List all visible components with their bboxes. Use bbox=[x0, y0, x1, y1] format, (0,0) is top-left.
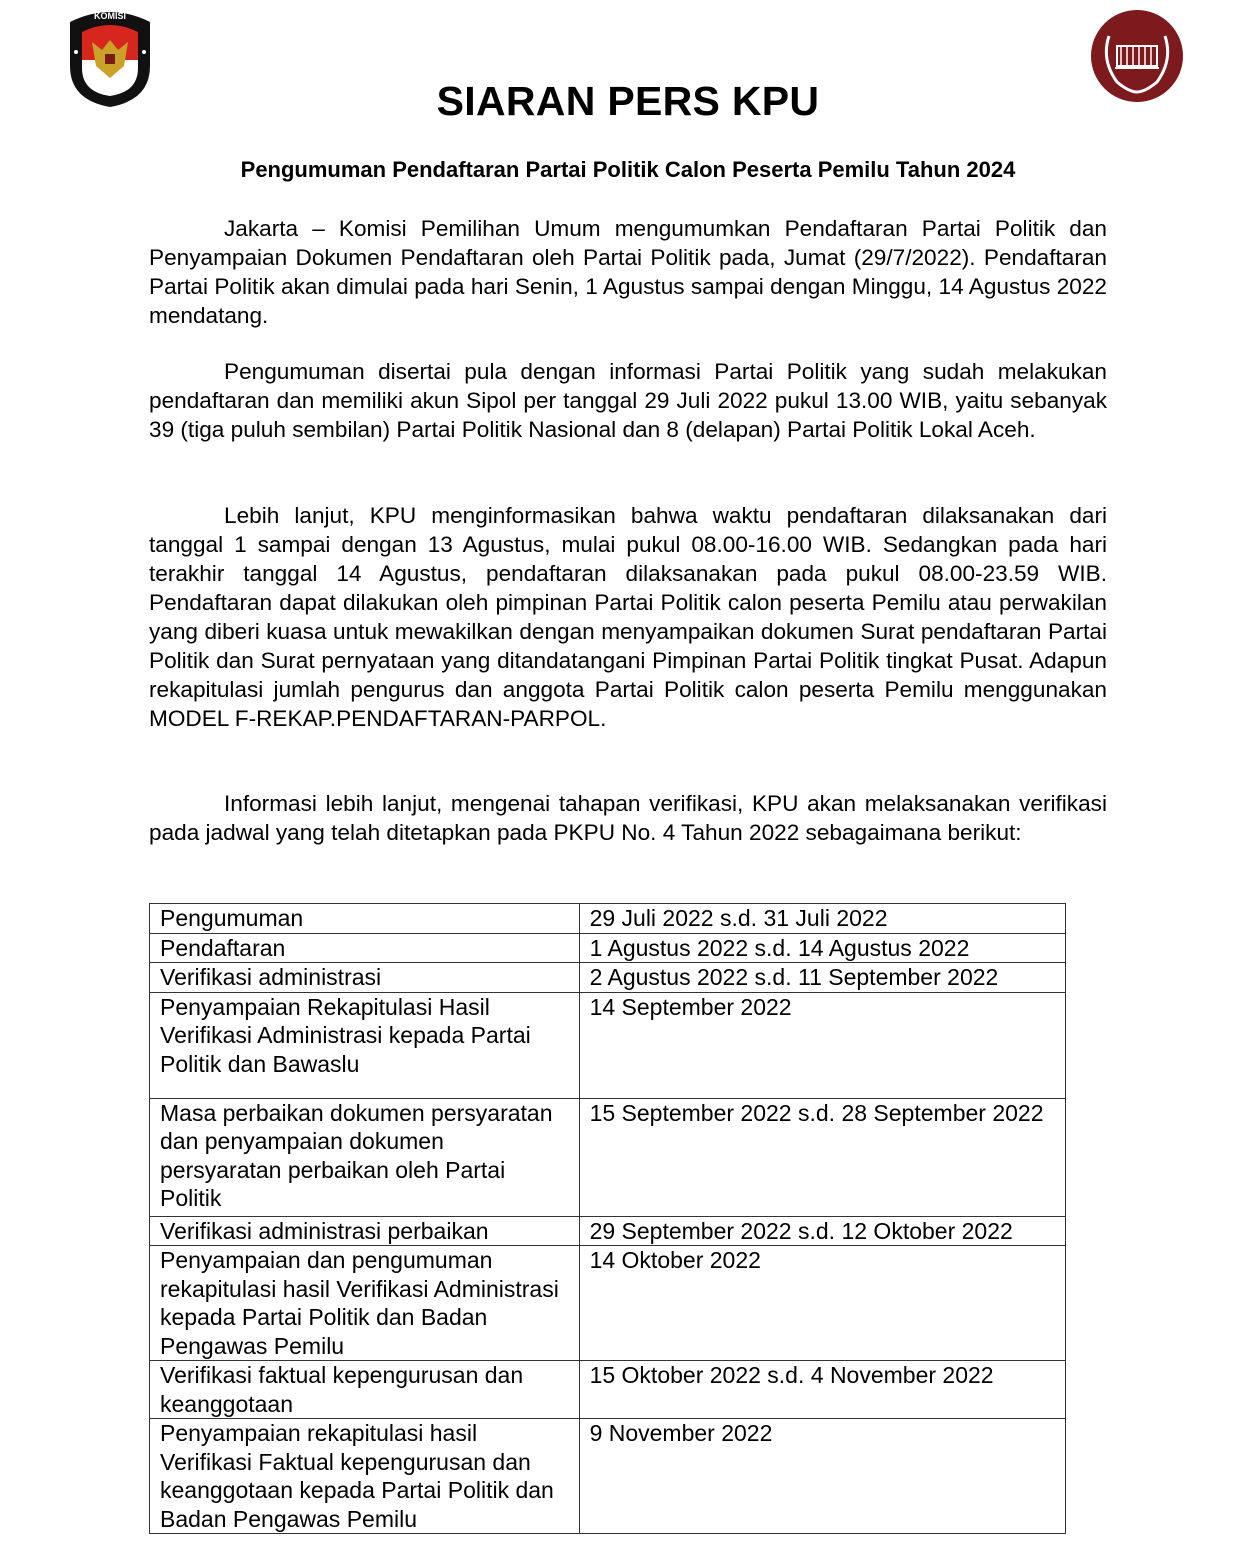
stage-cell: Verifikasi administrasi bbox=[150, 963, 580, 993]
table-row bbox=[150, 963, 1066, 993]
page-title: SIARAN PERS KPU bbox=[436, 78, 820, 124]
date-cell: 2 Agustus 2022 s.d. 11 September 2022 bbox=[579, 963, 1065, 993]
schedule-table bbox=[149, 903, 1066, 1534]
table-row bbox=[150, 1246, 1066, 1361]
stage-cell: Masa perbaikan dokumen persyaratan dan penyampaian dokumen persyaratan perbaikan oleh Partai Politik bbox=[150, 1098, 580, 1216]
paragraph-1 bbox=[149, 214, 1107, 330]
paragraph-text: Lebih lanjut, KPU menginformasikan bahwa waktu pendaftaran dilaksanakan dari tanggal 1 sampai dengan 13 Agustus, mulai pukul 08.00-16.00 WIB. Sedangkan pada hari terakhir tanggal 14 Agustus, pendaftaran dilaksanakan pada pukul 08.00-23.59 WIB. Pendaftaran dapat dilakukan oleh pimpinan Partai Politik calon peserta Pemilu atau perwakilan yang diberi kuasa untuk mewakilkan dengan menyampaikan dokumen Surat pendaftaran Partai Politik dan Surat pernyataan yang ditandatangani Pimpinan Partai Politik tingkat Pusat. Adapun rekapitulasi jumlah pengurus dan anggota Partai Politik calon peserta Pemilu menggunakan MODEL F-REKAP.PENDAFTARAN-PARPOL. bbox=[149, 503, 1107, 731]
paragraph-2 bbox=[149, 357, 1107, 444]
table-row bbox=[150, 992, 1066, 1098]
date-cell: 1 Agustus 2022 s.d. 14 Agustus 2022 bbox=[579, 933, 1065, 963]
paragraph-3 bbox=[149, 501, 1107, 733]
date-cell: 29 Juli 2022 s.d. 31 Juli 2022 bbox=[579, 904, 1065, 934]
stage-cell: Pendaftaran bbox=[150, 933, 580, 963]
paragraph-text: Jakarta – Komisi Pemilihan Umum mengumumkan Pendaftaran Partai Politik dan Penyampaian Dokumen Pendaftaran oleh Partai Politik pada, Jumat (29/7/2022). Pendaftaran Partai Politik akan dimulai pada hari Senin, 1 Agustus sampai dengan Minggu, 14 Agustus 2022 mendatang. bbox=[149, 216, 1107, 328]
table-row bbox=[150, 1216, 1066, 1246]
table-row bbox=[150, 1098, 1066, 1216]
date-cell: 15 September 2022 s.d. 28 September 2022 bbox=[579, 1098, 1065, 1216]
stage-cell: Pengumuman bbox=[150, 904, 580, 934]
table-row bbox=[150, 933, 1066, 963]
stage-cell: Verifikasi administrasi perbaikan bbox=[150, 1216, 580, 1246]
stage-cell: Penyampaian dan pengumuman rekapitulasi hasil Verifikasi Administrasi kepada Partai Politik dan Badan Pengawas Pemilu bbox=[150, 1246, 580, 1361]
page-subtitle: Pengumuman Pendaftaran Partai Politik Calon Peserta Pemilu Tahun 2024 bbox=[240, 157, 1016, 182]
table-row bbox=[150, 1419, 1066, 1534]
stage-cell: Verifikasi faktual kepengurusan dan keanggotaan bbox=[150, 1361, 580, 1419]
paragraph-text: Pengumuman disertai pula dengan informasi Partai Politik yang sudah melakukan pendaftaran dan memiliki akun Sipol per tanggal 29 Juli 2022 pukul 13.00 WIB, yaitu sebanyak 39 (tiga puluh sembilan) Partai Politik Nasional dan 8 (delapan) Partai Politik Lokal Aceh. bbox=[149, 359, 1107, 442]
date-cell: 9 November 2022 bbox=[579, 1419, 1065, 1534]
svg-text:KOMISI: KOMISI bbox=[93, 11, 127, 21]
date-cell: 14 Oktober 2022 bbox=[579, 1246, 1065, 1361]
table-row bbox=[150, 904, 1066, 934]
table-row bbox=[150, 1361, 1066, 1419]
paragraph-text: Informasi lebih lanjut, mengenai tahapan verifikasi, KPU akan melaksanakan verifikasi pada jadwal yang telah ditetapkan pada PKPU No. 4 Tahun 2022 sebagaimana berikut: bbox=[149, 791, 1107, 845]
date-cell: 29 September 2022 s.d. 12 Oktober 2022 bbox=[579, 1216, 1065, 1246]
date-cell: 14 September 2022 bbox=[579, 992, 1065, 1098]
stage-cell: Penyampaian rekapitulasi hasil Verifikasi Faktual kepengurusan dan keanggotaan kepada Partai Politik dan Badan Pengawas Pemilu bbox=[150, 1419, 580, 1534]
paragraph-4 bbox=[149, 789, 1107, 847]
stage-cell: Penyampaian Rekapitulasi Hasil Verifikasi Administrasi kepada Partai Politik dan Bawaslu bbox=[150, 992, 580, 1098]
date-cell: 15 Oktober 2022 s.d. 4 November 2022 bbox=[579, 1361, 1065, 1419]
